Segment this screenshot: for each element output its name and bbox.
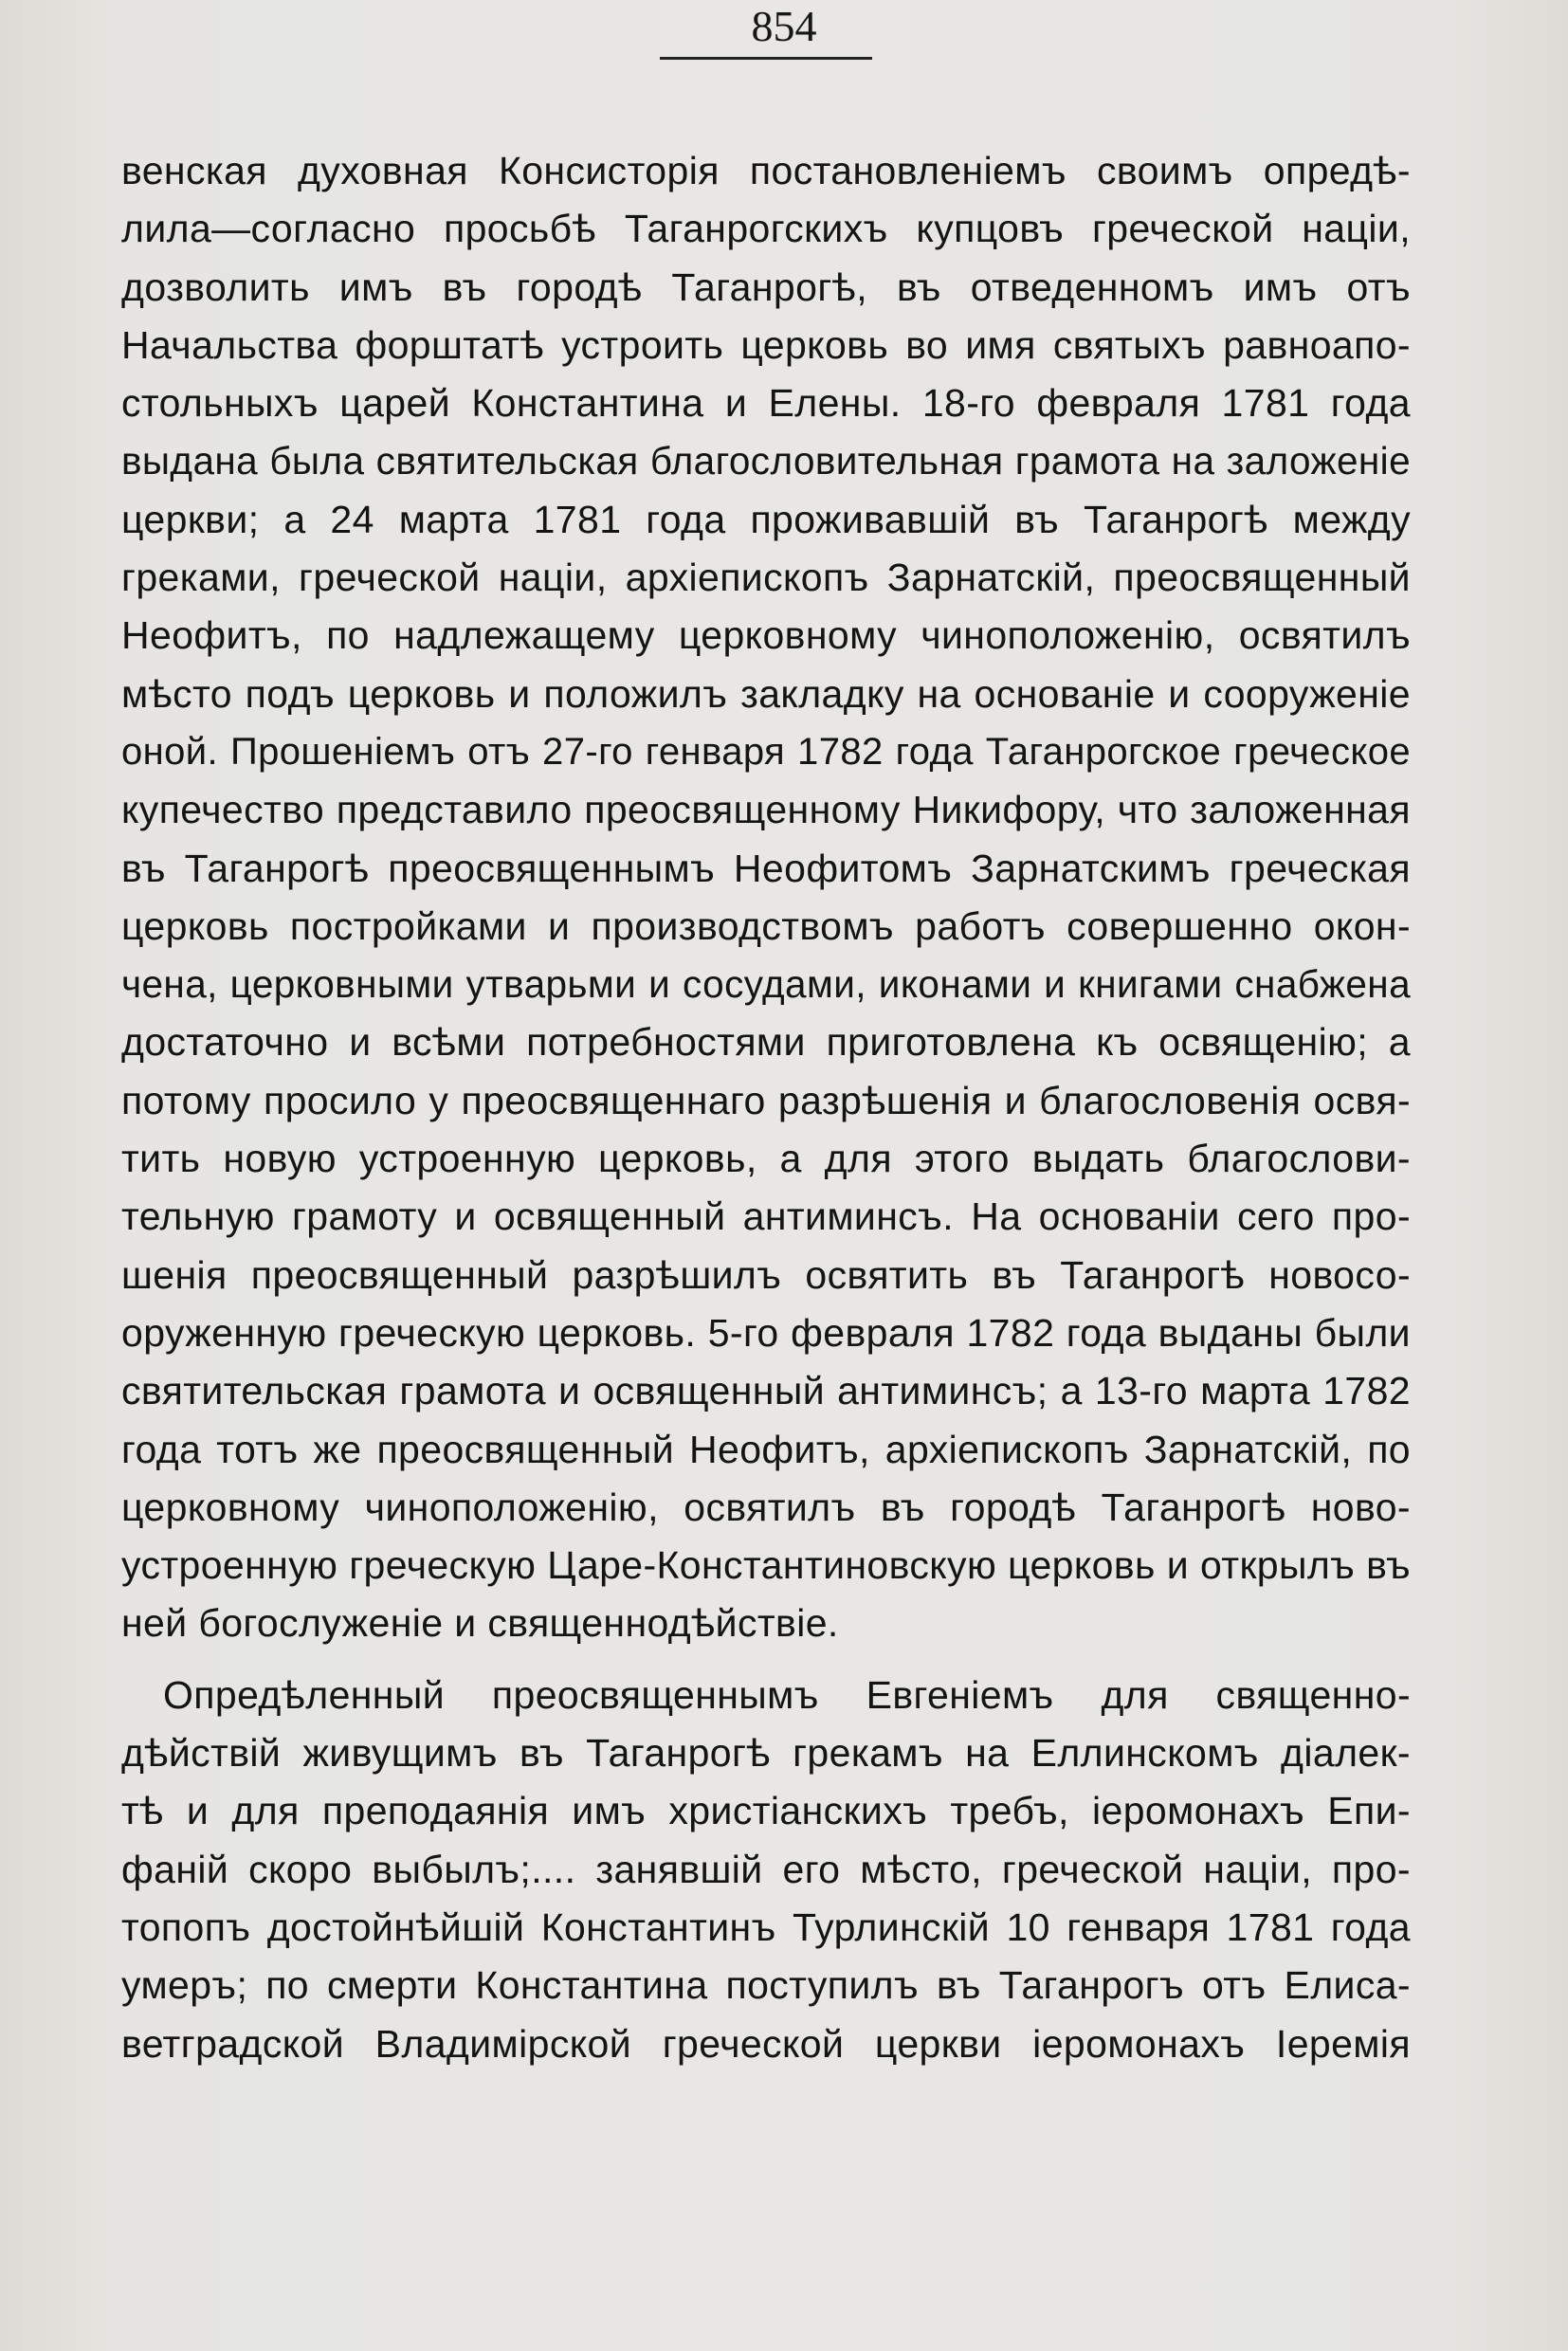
text-line: оруженную греческую церковь. 5-го февраля 1782 года выданы были xyxy=(121,1310,1411,1355)
text-line: года тотъ же преосвященный Неофитъ, архіепископъ Зарнатскій, по xyxy=(121,1427,1411,1471)
text-line: венская духовная Консисторія постановленіемъ своимъ опредѣ- xyxy=(121,149,1411,192)
text-line: дозволить имъ въ городѣ Таганрогѣ, въ отведенномъ имъ отъ xyxy=(121,264,1411,309)
text-line: стольныхъ царей Константина и Елены. 18-го февраля 1781 года xyxy=(121,381,1411,426)
text-line: ветградской Владимірской греческой церкви іеромонахъ Іеремія xyxy=(121,2021,1411,2066)
text-line: Неофитъ, по надлежащему церковному чиноположенію, освятилъ xyxy=(121,613,1411,658)
page-number-rule xyxy=(660,57,872,60)
text-line: греками, греческой націи, архіепископъ Зарнатскій, преосвященный xyxy=(121,556,1411,600)
text-line: фаній скоро выбылъ;.... занявшій его мѣсто, греческой націи, про- xyxy=(121,1847,1411,1891)
text-line: тѣ и для преподаянія имъ христіанскихъ требъ, іеромонахъ Епи- xyxy=(121,1789,1411,1833)
text-line: чена, церковными утварьми и сосудами, иконами и книгами снабжена xyxy=(121,962,1411,1007)
text-line: Опредѣленный преосвященнымъ Евгеніемъ для священно- xyxy=(163,1672,1411,1717)
text-line: лила—согласно просьбѣ Таганрогскихъ купцовъ греческой націи, xyxy=(121,207,1411,251)
text-line: умеръ; по смерти Константина поступилъ въ Таганрогъ отъ Елиса- xyxy=(121,1963,1411,2008)
text-line: святительская грамота и освященный антиминсъ; а 13-го марта 1782 xyxy=(121,1369,1411,1413)
text-line: дѣйствій живущимъ въ Таганрогѣ грекамъ на Еллинскомъ діалек- xyxy=(121,1731,1411,1776)
text-line: купечество представило преосвященному Никифору, что заложенная xyxy=(121,788,1411,832)
text-line: шенія преосвященный разрѣшилъ освятить въ Таганрогѣ новосо- xyxy=(121,1252,1411,1297)
text-line: церкви; а 24 марта 1781 года проживавшій въ Таганрогѣ между xyxy=(121,497,1411,541)
text-line: церковь постройками и производствомъ работъ совершенно окон- xyxy=(121,903,1411,948)
text-line: церковному чиноположенію, освятилъ въ городѣ Таганрогѣ ново- xyxy=(121,1485,1411,1529)
text-line: достаточно и всѣми потребностями приготовлена къ освященію; а xyxy=(121,1020,1411,1065)
paragraph-gap xyxy=(121,1653,1411,1667)
text-line: тельную грамоту и освященный антиминсъ. На основаніи сего про- xyxy=(121,1194,1411,1239)
text-line: выдана была святительская благословительная грамота на заложеніе xyxy=(121,439,1411,483)
body-text xyxy=(121,142,1411,2073)
text-line: Начальства форштатѣ устроить церковь во имя святыхъ равноапо- xyxy=(121,322,1411,367)
text-line: оной. Прошеніемъ отъ 27-го генваря 1782 года Таганрогское греческое xyxy=(121,730,1411,773)
text-line: ней богослуженіе и священнодѣйствіе. xyxy=(121,1601,839,1646)
paragraph-2 xyxy=(121,1667,1411,2073)
text-line: устроенную греческую Царе-Константиновскую церковь и открылъ въ xyxy=(121,1543,1411,1588)
text-line: въ Таганрогѣ преосвященнымъ Неофитомъ Зарнатскимъ греческая xyxy=(121,846,1411,890)
text-line: потому просило у преосвященнаго разрѣшенія и благословенія освя- xyxy=(121,1078,1411,1122)
page-number: 854 xyxy=(751,2,817,50)
text-line: топопъ достойнѣйшій Константинъ Турлинскій 10 генваря 1781 года xyxy=(121,1904,1411,1949)
text-line: тить новую устроенную церковь, а для этого выдать благослови- xyxy=(121,1137,1411,1181)
text-line: мѣсто подъ церковь и положилъ закладку на основаніе и сооруженіе xyxy=(121,671,1411,716)
paragraph-1 xyxy=(121,142,1411,1653)
